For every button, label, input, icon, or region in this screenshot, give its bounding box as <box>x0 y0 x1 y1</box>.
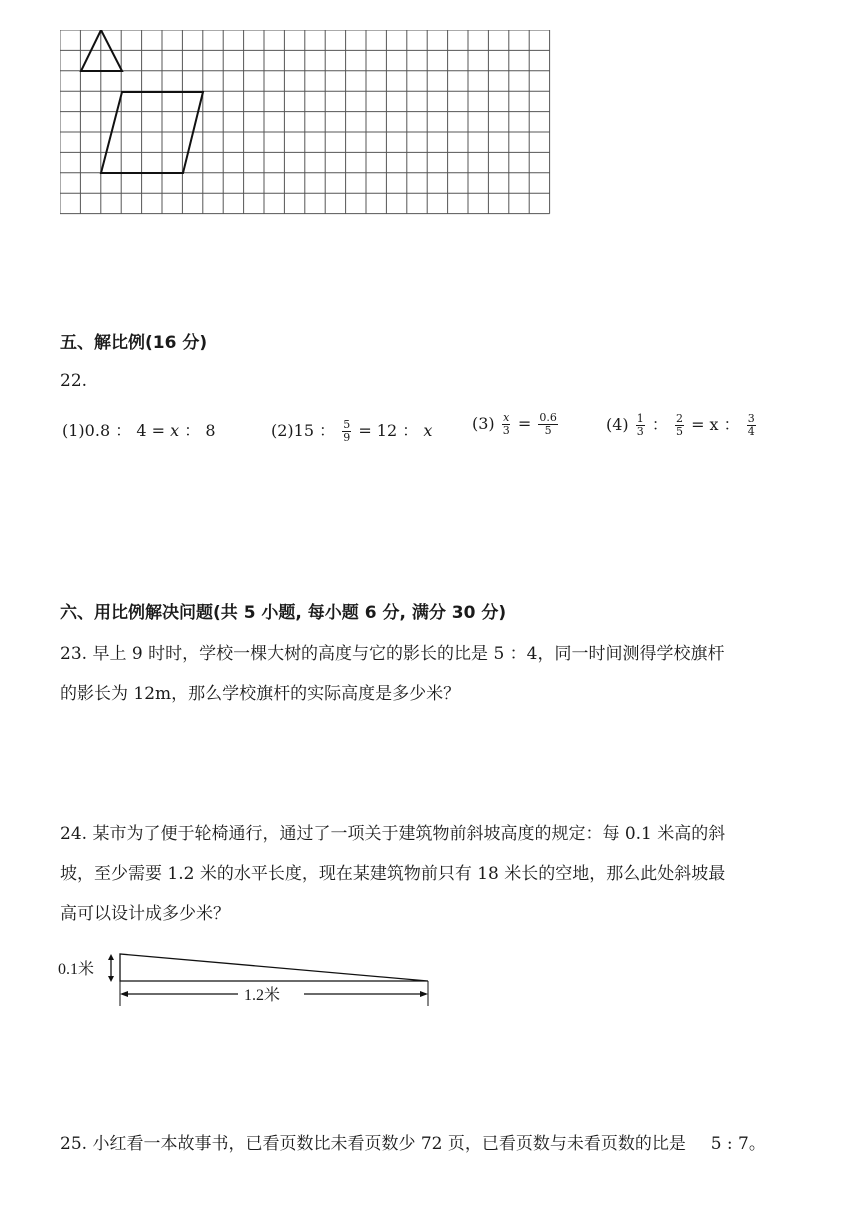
section-6-heading: 六、用比例解决问题(共 5 小题, 每小题 6 分, 满分 30 分) <box>60 603 507 623</box>
question-24-line-2: 坡，至少需要 1.2 米的水平长度，现在某建筑物前只有 18 米长的空地，那么此处斜坡最 <box>60 864 726 884</box>
question-25-line-1: 25. 小红看一本故事书，已看页数比未看页数少 72 页，已看页数与未看页数的比是 <box>60 1134 686 1154</box>
grid-figure <box>60 30 552 218</box>
question-24-line-3: 高可以设计成多少米？ <box>60 904 230 924</box>
question-25 <box>60 1124 766 1164</box>
equation-1: (1)0.8 ： 4 = x ： 8 <box>62 421 216 440</box>
question-25-ratio: 5 : 7。 <box>710 1134 766 1154</box>
question-23 <box>60 634 725 714</box>
grid-lines <box>60 30 550 214</box>
question-23-line-1: 23. 早上 9 时时，学校一棵大树的高度与它的影长的比是 5 ：4，同一时间测得学校旗杆 <box>60 644 725 664</box>
equation-2: (2)15 ： $\frac{5}{9}$ = 12 ： x <box>271 418 433 444</box>
length-label: 1.2米 <box>244 987 281 1004</box>
height-label: 0.1米 <box>58 961 95 978</box>
question-24-line-1: 24. 某市为了便于轮椅通行，通过了一项关于建筑物前斜坡高度的规定：每 0.1 米高的斜 <box>60 824 726 844</box>
slope-triangle <box>120 954 428 981</box>
equation-4: (4) $\frac{1}{3}$ ： $\frac{2}{5}$ = x ： $\frac{3}{4}$ <box>606 412 755 438</box>
question-22-number: 22. <box>60 371 88 391</box>
question-23-line-2: 的影长为 12m，那么学校旗杆的实际高度是多少米？ <box>60 684 461 704</box>
equation-3: (3) $\frac{x}{3}$ = $\frac{0.6}{5}$ <box>472 411 557 437</box>
question-24 <box>60 814 725 934</box>
section-5-heading: 五、解比例(16 分) <box>60 333 208 353</box>
slope-figure <box>58 950 438 1010</box>
